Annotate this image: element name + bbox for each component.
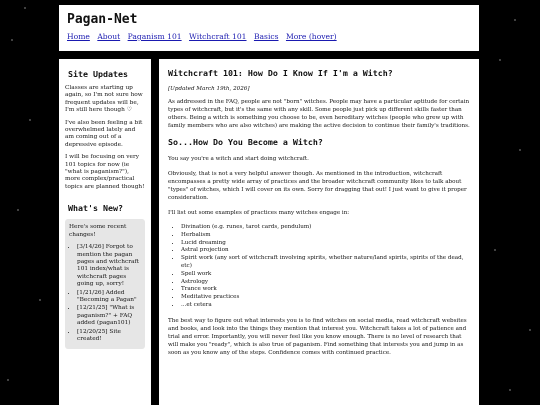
page-title: Witchcraft 101: How Do I Know If I'm a Witch? <box>168 68 393 78</box>
practices-list <box>168 224 470 310</box>
list-item: • Divination (e.g. runes, tarot cards, pendulum) <box>181 224 470 232</box>
nav-basics[interactable]: Basics <box>253 32 279 41</box>
nav-about[interactable]: About <box>97 32 121 41</box>
nav-home[interactable]: Home <box>67 32 90 41</box>
nav-witchcraft-101[interactable]: Witchcraft 101 <box>189 32 247 41</box>
news-item: • [1/21/26] Added "Becoming a Pagan" <box>77 290 141 305</box>
list-item: • Astral projection <box>181 247 470 255</box>
list-item: • Spirit work (any sort of witchcraft involving spirits, whether nature/land spirits, spirits of the dead, etc) <box>181 255 470 271</box>
main-content <box>159 59 479 405</box>
nav-paganism-101[interactable]: Paganism 101 <box>127 32 182 41</box>
news-list <box>69 244 141 343</box>
list-item: • Trance work <box>181 286 470 294</box>
paragraph: The best way to figure out what interests you is to find witches on social media, read witchcraft websites and books, and look into the things they mention that interest you. Witchcraft takes a lot of patience and trial and error. Importantly, you will never feel like you know enough. There is no level of research that will make you "ready", which is also true of paganism. Find something that interests you and jump in as soon as you know any of the steps. Confidence comes with continued practice. <box>168 317 467 356</box>
update-paragraph: Classes are starting up again, so I'm not sure how frequent updates will be, I'm still here though ♡ <box>65 85 143 114</box>
update-paragraph: I've also been feeling a bit overwhelmed lately and am coming out of a depressive episode. <box>65 119 143 148</box>
paragraph: I'll list out some examples of practices many witches engage in: <box>168 210 350 216</box>
sidebar <box>59 59 151 405</box>
list-item: • Meditative practices <box>181 294 470 302</box>
site-updates-heading: Site Updates <box>68 69 128 79</box>
main-nav <box>67 32 471 41</box>
update-paragraph: I will be focusing on very 101 topics for now (ie "what is paganism?"), more complex/practical topics are planned though! <box>65 154 145 190</box>
list-item: • Astrology <box>181 279 470 287</box>
paragraph: You say you're a witch and start doing witchcraft. <box>168 156 309 162</box>
news-intro: Here's some recent changes! <box>69 224 127 238</box>
site-title: Pagan-Net <box>67 12 138 27</box>
list-item: • Herbalism <box>181 232 470 240</box>
list-item: • ...et cetera <box>181 302 470 310</box>
list-item: • Lucid dreaming <box>181 240 470 248</box>
news-item: • [12/20/25] Site created! <box>77 329 141 344</box>
news-item: • [12/21/25] "What is paganism?" + FAQ added (pagan101) <box>77 305 141 327</box>
whats-new-heading: What's New? <box>68 203 123 214</box>
nav-more[interactable]: More (hover) <box>285 32 337 41</box>
updated-date: [Updated March 19th, 2026] <box>168 86 250 92</box>
section-heading: So...How Do You Become a Witch? <box>168 137 323 147</box>
whats-new-box <box>65 219 145 349</box>
paragraph: Obviously, that is not a very helpful answer though. As mentioned in the introduction, witchcraft encompasses a pretty wide array of practices and the broader witchcraft community likes to talk about "types" of witches, which I will cover on its own. Sorry for dragging that out! I just want to give it proper consideration. <box>168 171 467 201</box>
site-header <box>59 5 479 51</box>
intro-paragraph: As addressed in the FAQ, people are not "born" witches. People may have a particular aptitude for certain types of witchcraft, but it's the same with any skill. Some people just pick up different skills faster than others. Being a witch is something you choose to be, even hereditary witches (people who grew up with family members who are also witches) are making the active decision to continue their family's traditions. <box>168 99 470 129</box>
list-item: • Spell work <box>181 271 470 279</box>
news-item: • [3/14/26] Forgot to mention the pagan pages and witchcraft 101 index/what is witchcraft pages going up, sorry! <box>77 244 141 288</box>
